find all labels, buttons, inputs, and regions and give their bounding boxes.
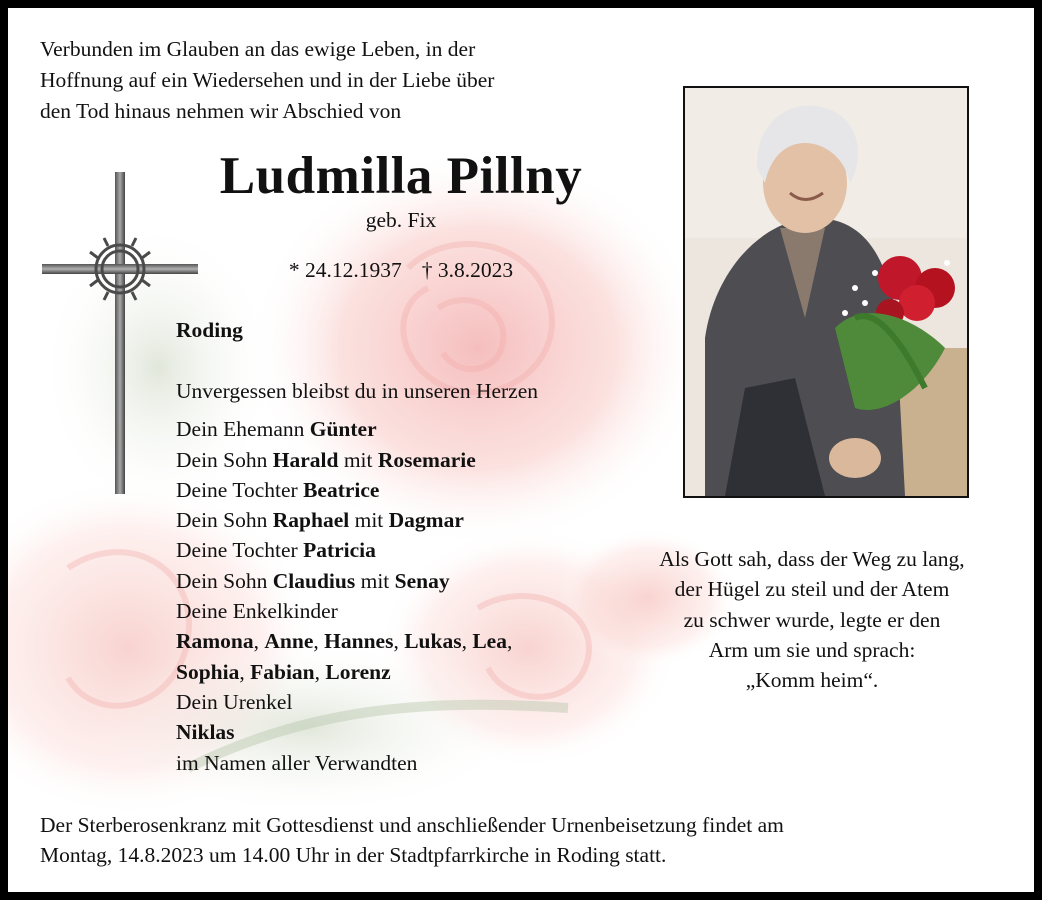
mourner-line: Dein Ehemann Günter	[176, 417, 377, 442]
mourner-line: Dein Sohn Raphael mit Dagmar	[176, 508, 464, 533]
intro-text	[40, 34, 494, 127]
death-date: † 3.8.2023	[421, 258, 514, 282]
great-grandchild: Niklas	[176, 720, 235, 745]
mourner-line: Deine Tochter Patricia	[176, 538, 376, 563]
closing-line: im Namen aller Verwandten	[176, 750, 418, 775]
poem-line: „Komm heim“.	[745, 668, 879, 693]
intro-line: Hoffnung auf ein Wiedersehen und in der Liebe über	[40, 68, 495, 92]
service-line: Der Sterberosenkranz mit Gottesdienst und anschließender Urnenbeisetzung findet am	[40, 813, 784, 837]
life-dates	[126, 258, 676, 283]
service-line: Montag, 14.8.2023 um 14.00 Uhr in der Stadtpfarrkirche in Roding statt.	[40, 843, 667, 868]
mourners-list	[176, 376, 538, 778]
grandchildren-row: Sophia, Fabian, Lorenz	[176, 659, 391, 684]
birth-date: * 24.12.1937	[288, 258, 402, 282]
motto: Unvergessen bleibst du in unseren Herzen	[176, 379, 539, 403]
mourner-line: Dein Sohn Claudius mit Senay	[176, 568, 450, 593]
service-info	[40, 810, 784, 871]
poem-line: Als Gott sah, dass der Weg zu lang,	[659, 547, 965, 571]
mourner-line: Deine Tochter Beatrice	[176, 477, 380, 502]
maiden-name: geb. Fix	[365, 208, 437, 232]
intro-line: den Tod hinaus nehmen wir Abschied von	[40, 99, 402, 123]
great-grandchild-label: Dein Urenkel	[176, 689, 293, 714]
poem-line: zu schwer wurde, legte er den	[683, 607, 941, 632]
portrait-photo	[683, 86, 969, 498]
deceased-name: Ludmilla Pillny	[219, 147, 583, 205]
intro-line: Verbunden im Glauben an das ewige Leben, in der	[40, 37, 476, 61]
poem	[620, 544, 1004, 695]
portrait-image	[685, 88, 967, 496]
poem-line: Arm um sie und sprach:	[708, 637, 916, 662]
poem-line: der Hügel zu steil und der Atem	[674, 577, 950, 602]
grandchildren-label: Deine Enkelkinder	[176, 599, 338, 624]
place-of-residence: Roding	[176, 318, 243, 342]
mourner-line: Dein Sohn Harald mit Rosemarie	[176, 447, 476, 472]
grandchildren-row: Ramona, Anne, Hannes, Lukas, Lea,	[176, 629, 513, 654]
